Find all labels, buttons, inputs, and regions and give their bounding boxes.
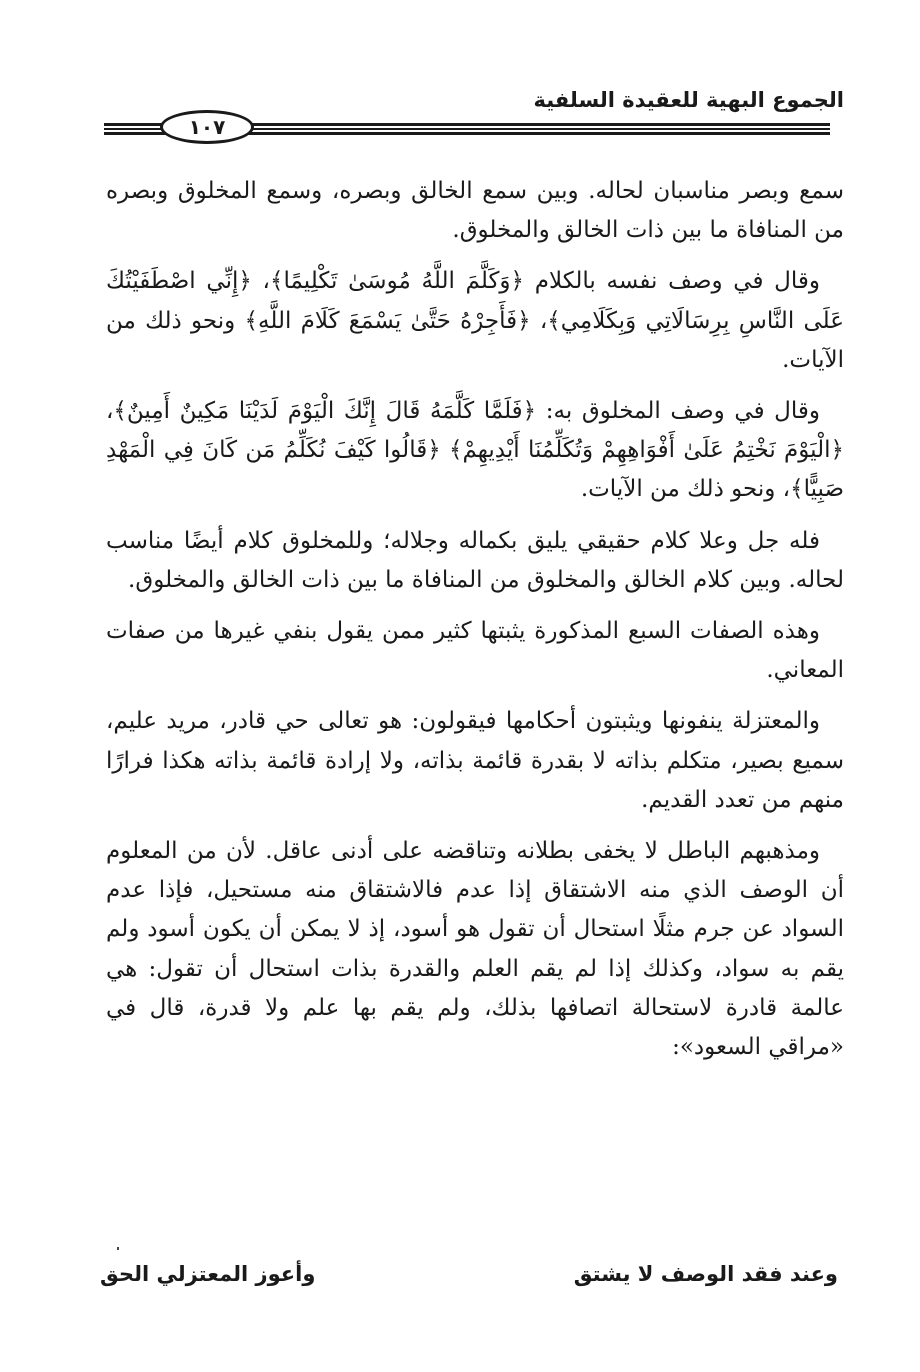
page-number-badge [160,110,254,144]
verse-left-hemistich: وأعوز المعتزلي الحق [100,1262,316,1286]
paragraph: وقال في وصف المخلوق به: ﴿فَلَمَّا كَلَّمَهُ قَالَ إِنَّكَ الْيَوْمَ لَدَيْنَا مَكِينٌ أَمِينٌ﴾، ﴿الْيَوْمَ نَخْتِمُ عَلَىٰ أَفْوَاهِهِمْ وَتُكَلِّمُنَا أَيْدِيهِمْ﴾ ﴿قَالُوا كَيْفَ نُكَلِّمُ مَن كَانَ فِي الْمَهْدِ صَبِيًّا﴾، ونحو ذلك من الآيات. [106,398,844,503]
paragraph: فله جل وعلا كلام حقيقي يليق بكماله وجلاله؛ وللمخلوق كلام أيضًا مناسب لحاله. وبين كلام الخالق والمخلوق من المنافاة ما بين ذات الخالق والمخلوق. [106,527,844,593]
page-number: ١٠٧ [188,115,226,139]
print-speck [117,1247,119,1250]
verse-line [100,1262,838,1286]
running-header-title: الجموع البهية للعقيدة السلفية [533,88,844,112]
body-text [106,172,844,1079]
paragraph: ومذهبهم الباطل لا يخفى بطلانه وتناقضه على أدنى عاقل. لأن من المعلوم أن الوصف الذي منه الاشتقاق إذا عدم فالاشتقاق منه مستحيل، فإذا عدم السواد عن جرم مثلًا استحال أن تقول هو أسود، إذ لا يمكن أن يكون أسود ولم يقم به سواد، وكذلك إذا لم يقم العلم والقدرة بذات استحال أن تقول: هي عالمة قادرة لاستحالة اتصافها بذلك، ولم يقم بها علم ولا قدرة، قال في «مراقي السعود»: [106,838,844,1061]
paragraph: والمعتزلة ينفونها ويثبتون أحكامها فيقولون: هو تعالى حي قادر، مريد عليم، سميع بصير، متكلم بذاته لا بقدرة قائمة بذاته، ولا إرادة قائمة بذاته هكذا فرارًا منهم من تعدد القديم. [106,708,844,813]
paragraph: وقال في وصف نفسه بالكلام ﴿وَكَلَّمَ اللَّهُ مُوسَىٰ تَكْلِيمًا﴾، ﴿إِنِّي اصْطَفَيْتُكَ عَلَى النَّاسِ بِرِسَالَاتِي وَبِكَلَامِي﴾، ﴿فَأَجِرْهُ حَتَّىٰ يَسْمَعَ كَلَامَ اللَّهِ﴾ ونحو ذلك من الآيات. [106,268,844,373]
paragraph: سمع وبصر مناسبان لحاله. وبين سمع الخالق وبصره، وسمع المخلوق وبصره من المنافاة ما بين ذات الخالق والمخلوق. [106,178,844,244]
verse-right-hemistich: وعند فقد الوصف لا يشتق [573,1262,838,1286]
paragraph: وهذه الصفات السبع المذكورة يثبتها كثير ممن يقول بنفي غيرها من صفات المعاني. [106,618,844,684]
